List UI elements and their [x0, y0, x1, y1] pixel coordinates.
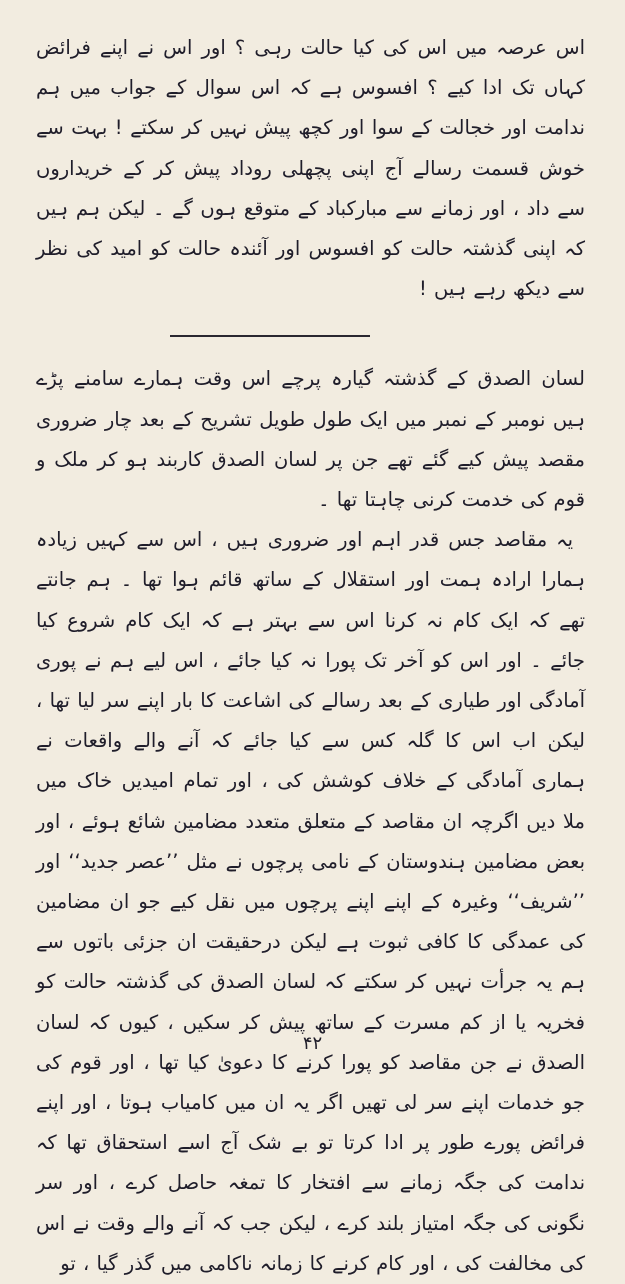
paragraph-3: یہ مقاصد جس قدر اہم اور ضروری ہیں ، اس سے کہیں زیادہ ہمارا ارادہ ہمت اور استقلال کے ساتھ قائم ہوا تھا ۔ ہم جانتے تھے کہ ایک کام نہ کرنا اس سے بہتر ہے کہ ایک کام شروع کیا جائے ۔ اور اس کو آخر تک پورا نہ کیا جائے ، اس لیے ہم نے پوری آمادگی اور طیاری کے بعد رسالے کی اشاعت کا بار اپنے سر لیا تھا ، لیکن اب اس کا گلہ کس سے کیا جائے کہ آنے والے واقعات نے ہماری آمادگی کے خلاف کوشش کی ، اور تمام امیدیں خاک میں ملا دیں اگرچہ ان مقاصد کے متعلق متعدد مضامین شائع ہوئے ، اور بعض مضامین ہندوستان کے نامی پرچوں نے مثل ’’عصر جدید‘‘ اور ’’شریف‘‘ وغیرہ کے اپنے اپنے پرچوں میں نقل کیے جو ان مضامین کی عمدگی کا کافی ثبوت ہے لیکن درحقیقت ان جزئی باتوں سے ہم یہ جرأت نہیں کر سکتے کہ لسان الصدق کی گذشتہ حالت کو فخریہ یا از کم مسرت کے ساتھ پیش کر سکیں ، کیوں کہ لسان الصدق نے جن مقاصد کو پورا کرنے کا دعویٰ کیا تھا ، اور قوم کی جو خدمات اپنے سر لی تھیں اگر یہ ان میں کامیاب ہوتا ، اور اپنے فرائض پورے طور پر ادا کرتا تو بے شک آج اسے استحقاق تھا کہ ندامت کی جگہ زمانے سے افتخار کا تمغہ حاصل کرے ، اور سر نگونی کی جگہ امتیاز بلند کرے ، لیکن جب کہ آنے والے وقت نے اس کی مخالفت کی ، اور کام کرنے کا زمانہ ناکامی میں گذر گیا ، تو	[36, 528, 585, 1275]
paragraph-1: اس عرصہ میں اس کی کیا حالت رہی ؟ اور اس نے اپنے فرائض کہاں تک ادا کیے ؟ افسوس ہے کہ اس سوال کے جواب میں ہم ندامت اور خجالت کے سوا اور کچھ پیش نہیں کر سکتے ! بہت سے خوش قسمت رسالے آج اپنی پچھلی روداد پیش کر کے خریداروں سے داد ، اور زمانے سے مبارکباد کے متوقع ہوں گے ۔ لیکن ہم ہیں کہ اپنی گذشتہ حالت کو افسوس اور آئندہ حالت کو امید کی نظر سے دیکھ رہے ہیں !	[36, 36, 585, 301]
section-divider	[170, 335, 370, 337]
paragraph-2: لسان الصدق کے گذشتہ گیارہ پرچے اس وقت ہمارے سامنے پڑے ہیں نومبر کے نمبر میں ایک طول طویل تشریح کے بعد چار ضروری مقصد پیش کیے گئے تھے جن پر لسان الصدق کاربند ہو کر ملک و قوم کی خدمت کرنی چاہتا تھا ۔	[36, 367, 585, 512]
page-number: ۴۲	[302, 1033, 323, 1054]
